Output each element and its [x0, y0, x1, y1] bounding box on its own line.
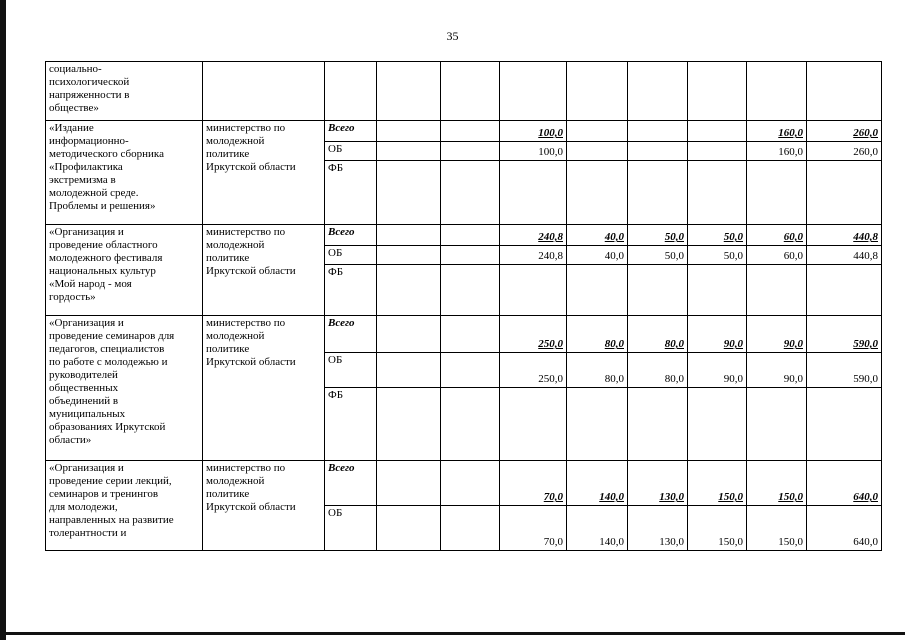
- amount-cell: [807, 388, 882, 461]
- amount-cell: 80,0: [567, 353, 628, 388]
- amount-cell: [567, 161, 628, 225]
- amount-cell: 140,0: [567, 461, 628, 506]
- amount-cell: 90,0: [688, 316, 747, 353]
- amount-cell: 80,0: [567, 316, 628, 353]
- amount-cell: [688, 142, 747, 161]
- amount-cell: 140,0: [567, 506, 628, 551]
- amount-cell: 60,0: [747, 225, 807, 246]
- amount-cell: [500, 161, 567, 225]
- amount-cell: 590,0: [807, 316, 882, 353]
- amount-cell: 150,0: [747, 461, 807, 506]
- scan-bottom-edge: [0, 632, 905, 635]
- table-row: [46, 121, 882, 142]
- amount-cell: [441, 388, 500, 461]
- measure-name: «Организация и проведение семинаров для педагогов, специалистов по работе с молодежью и руководителей общественных объединений в муниципальных образованиях Иркутской области»: [46, 316, 203, 461]
- amount-cell: 50,0: [688, 246, 747, 265]
- amount-cell: [441, 121, 500, 142]
- amount-cell: [441, 461, 500, 506]
- amount-cell: [377, 388, 441, 461]
- table-row: [46, 225, 882, 246]
- amount-cell: [441, 142, 500, 161]
- amount-cell: 90,0: [747, 316, 807, 353]
- amount-cell: [500, 388, 567, 461]
- amount-cell: [688, 265, 747, 316]
- executor: министерство по молодежной политике Иркутской области: [203, 225, 325, 316]
- measure-name: «Организация и проведение серии лекций, семинаров и тренингов для молодежи, направленных на развитие толерантности и: [46, 461, 203, 551]
- amount-cell: [377, 506, 441, 551]
- amount-cell: [567, 121, 628, 142]
- amount-cell: 150,0: [688, 506, 747, 551]
- table-row: [46, 316, 882, 353]
- measure-name: «Организация и проведение областного молодежного фестиваля национальных культур «Мой народ - моя гордость»: [46, 225, 203, 316]
- amount-cell: [628, 265, 688, 316]
- measure-name: «Издание информационно- методического сборника «Профилактика экстремизма в молодежной среде. Проблемы и решения»: [46, 121, 203, 225]
- amount-cell: 80,0: [628, 316, 688, 353]
- amount-cell: [441, 225, 500, 246]
- amount-cell: [628, 142, 688, 161]
- amount-cell: [441, 316, 500, 353]
- amount-cell: [441, 353, 500, 388]
- amount-cell: [377, 316, 441, 353]
- table-row: [46, 461, 882, 506]
- amount-cell: 130,0: [628, 506, 688, 551]
- page-number: 35: [446, 29, 459, 43]
- amount-cell: 240,8: [500, 246, 567, 265]
- amount-cell: [688, 121, 747, 142]
- amount-cell: [377, 246, 441, 265]
- table-row-continued: [46, 62, 882, 121]
- amount-cell: [628, 388, 688, 461]
- amount-cell: 250,0: [500, 316, 567, 353]
- amount-cell: [747, 265, 807, 316]
- amount-cell: 40,0: [567, 246, 628, 265]
- amount-cell: [500, 265, 567, 316]
- funding-source-label: Всего: [325, 225, 377, 246]
- amount-cell: [807, 161, 882, 225]
- amount-cell: 150,0: [688, 461, 747, 506]
- amount-cell: [377, 121, 441, 142]
- amount-cell: 100,0: [500, 121, 567, 142]
- amount-cell: [441, 506, 500, 551]
- amount-cell: 640,0: [807, 461, 882, 506]
- amount-cell: 50,0: [628, 246, 688, 265]
- executor: министерство по молодежной политике Иркутской области: [203, 461, 325, 551]
- amount-cell: 90,0: [747, 353, 807, 388]
- amount-cell: [377, 353, 441, 388]
- amount-cell: [567, 265, 628, 316]
- amount-cell: 70,0: [500, 506, 567, 551]
- amount-cell: [567, 388, 628, 461]
- funding-source-label: ОБ: [325, 353, 377, 388]
- funding-source-label: ФБ: [325, 265, 377, 316]
- amount-cell: [377, 161, 441, 225]
- amount-cell: 260,0: [807, 121, 882, 142]
- funding-source-label: Всего: [325, 461, 377, 506]
- amount-cell: 80,0: [628, 353, 688, 388]
- amount-cell: 90,0: [688, 353, 747, 388]
- funding-source-label: ФБ: [325, 161, 377, 225]
- amount-cell: [688, 388, 747, 461]
- amount-cell: 250,0: [500, 353, 567, 388]
- amount-cell: 240,8: [500, 225, 567, 246]
- amount-cell: 150,0: [747, 506, 807, 551]
- amount-cell: 50,0: [688, 225, 747, 246]
- measure-name: социально- психологической напряженности в обществе»: [46, 62, 203, 121]
- amount-cell: [628, 121, 688, 142]
- table-body: [46, 62, 882, 551]
- amount-cell: [377, 265, 441, 316]
- amount-cell: [377, 225, 441, 246]
- amount-cell: [567, 142, 628, 161]
- amount-cell: 260,0: [807, 142, 882, 161]
- amount-cell: 60,0: [747, 246, 807, 265]
- amount-cell: [747, 161, 807, 225]
- executor: министерство по молодежной политике Иркутской области: [203, 121, 325, 225]
- scan-left-edge: [0, 0, 6, 640]
- amount-cell: 440,8: [807, 225, 882, 246]
- amount-cell: 40,0: [567, 225, 628, 246]
- amount-cell: [441, 246, 500, 265]
- amount-cell: 70,0: [500, 461, 567, 506]
- amount-cell: [747, 388, 807, 461]
- funding-source-label: ФБ: [325, 388, 377, 461]
- funding-source-label: ОБ: [325, 142, 377, 161]
- amount-cell: [441, 161, 500, 225]
- amount-cell: [688, 161, 747, 225]
- amount-cell: 50,0: [628, 225, 688, 246]
- amount-cell: 160,0: [747, 142, 807, 161]
- amount-cell: 640,0: [807, 506, 882, 551]
- funding-source-label: ОБ: [325, 506, 377, 551]
- funding-source-label: Всего: [325, 121, 377, 142]
- amount-cell: 100,0: [500, 142, 567, 161]
- amount-cell: 440,8: [807, 246, 882, 265]
- amount-cell: 160,0: [747, 121, 807, 142]
- amount-cell: [441, 265, 500, 316]
- amount-cell: [377, 142, 441, 161]
- amount-cell: [628, 161, 688, 225]
- executor: министерство по молодежной политике Иркутской области: [203, 316, 325, 461]
- amount-cell: [807, 265, 882, 316]
- program-table: [45, 61, 882, 551]
- amount-cell: 130,0: [628, 461, 688, 506]
- funding-source-label: Всего: [325, 316, 377, 353]
- amount-cell: 590,0: [807, 353, 882, 388]
- funding-source-label: ОБ: [325, 246, 377, 265]
- amount-cell: [377, 461, 441, 506]
